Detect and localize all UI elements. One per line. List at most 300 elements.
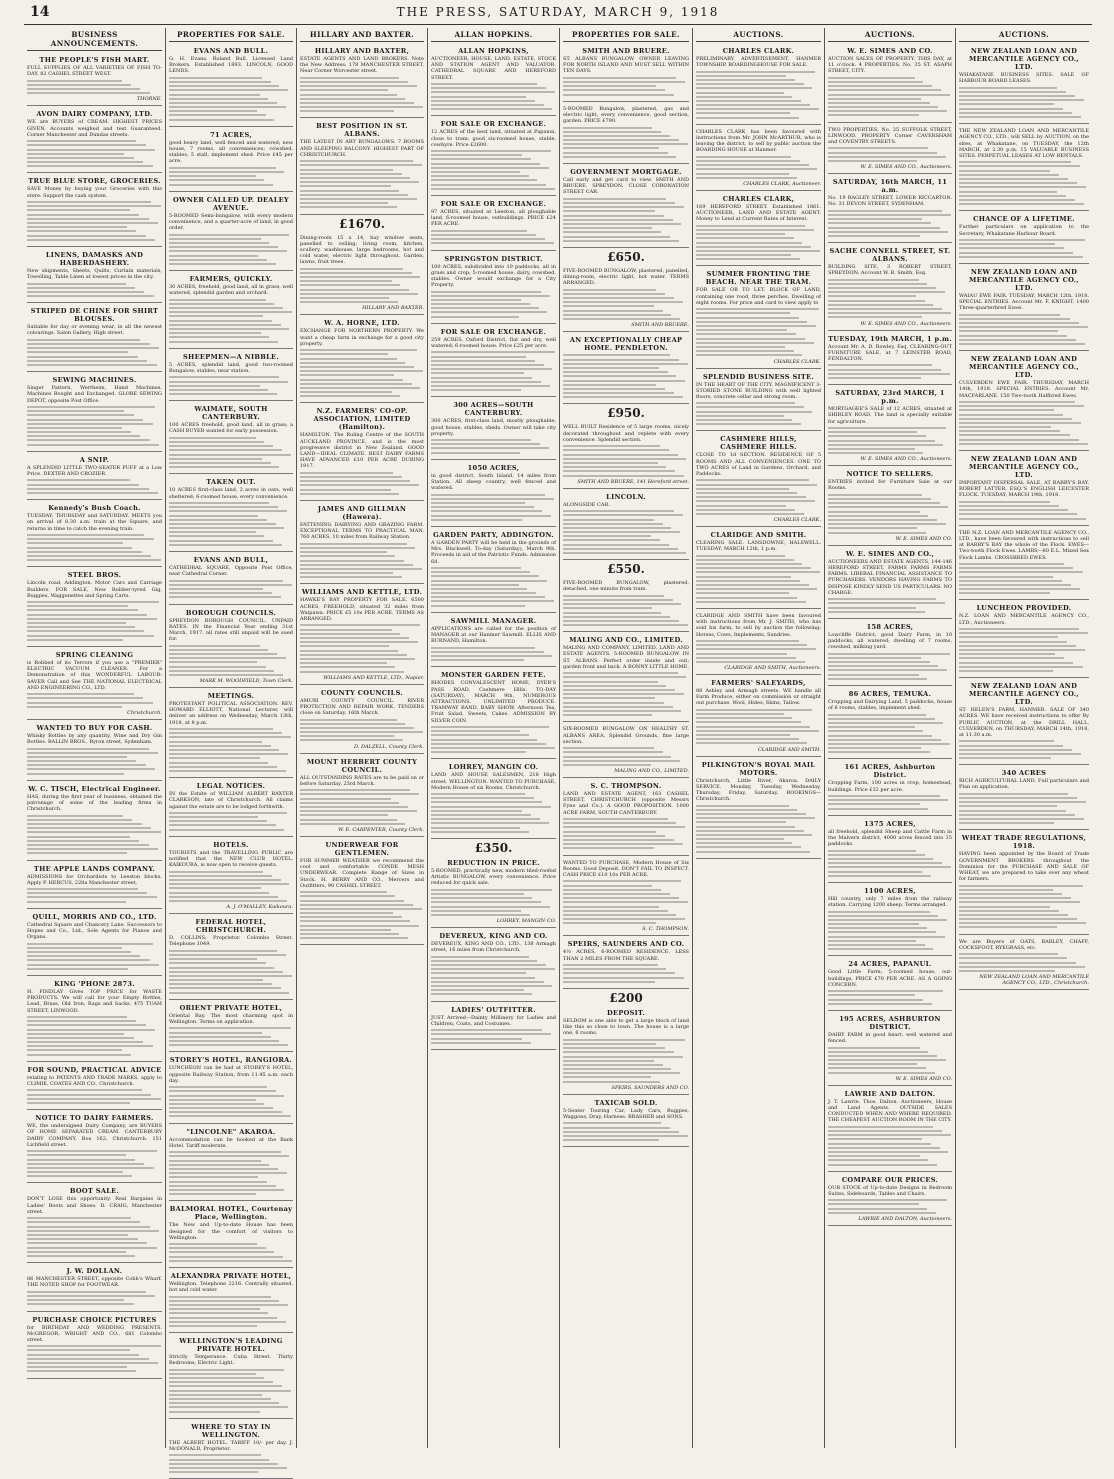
advertisement	[959, 266, 1089, 351]
advertisement	[27, 54, 162, 106]
advertisement	[431, 857, 556, 928]
advertisement	[27, 911, 162, 976]
ad-body: WELL BUILT Residence of 5 large rooms, nicely decorated throughout and replete with every convenience. Splendid section.	[563, 424, 689, 443]
column-heading: AUCTIONS.	[828, 28, 952, 42]
advertisement	[27, 249, 162, 303]
small-print-lines	[169, 645, 293, 676]
small-print-lines	[431, 647, 556, 662]
advertisement	[563, 780, 689, 856]
ad-body: LAND AND HOUSE SALESMEN, 218 High street. WELLINGTON. WANTED TO PURCHASE, Modern House of six Rooms, Christchurch.	[431, 772, 556, 791]
ad-heading: MONSTER GARDEN FETE.	[441, 671, 546, 680]
small-print-lines	[563, 880, 689, 924]
ad-body: IMPORTANT DISPERSAL SALE, AT BARRY'S BAY. ROBERT LATTER, ESQ.'S ENGLISH LEICESTER FLOCK. TUESDAY, MARCH 19th, 1918.	[959, 480, 1089, 499]
ad-signature: MARK M. WOODFIELD, Town Clerk.	[199, 678, 293, 685]
ad-heading: MALING AND CO., LIMITED.	[569, 636, 683, 645]
small-print-lines	[563, 445, 689, 476]
small-print-lines	[300, 624, 424, 672]
ad-body: HAWKE'S BAY PROPERTY FOR SALE. 6500 ACRES, FREEHOLD, situated 32 miles from Waipawa. PRICE £5 10s PER ACRE. TERMS AS ARRANGED.	[300, 597, 424, 623]
ad-heading: CLARIDGE AND SMITH.	[710, 531, 807, 540]
small-print-lines	[563, 198, 689, 242]
small-print-lines	[27, 140, 162, 167]
ad-body: ADMISSIONS for Orchardists to Leeston blocks. Apply P. HERCUS, 228a Manchester street.	[27, 873, 162, 886]
small-print-lines	[431, 291, 556, 318]
small-print-lines	[27, 534, 162, 561]
small-print-lines	[431, 230, 556, 245]
ad-heading: W. A. HORNE, LTD.	[324, 319, 400, 328]
small-print-lines	[27, 339, 162, 366]
ad-body: DAIRY FARM in good heart, well watered and fenced.	[828, 1031, 952, 1045]
advertisement	[959, 213, 1089, 264]
ad-heading: FARMERS, QUICKLY.	[189, 275, 273, 284]
small-print-lines	[828, 653, 952, 680]
ad-heading: W. E. SIMES AND CO.,	[845, 549, 935, 558]
small-print-lines	[959, 401, 1089, 445]
small-print-lines	[169, 1151, 293, 1195]
ad-body: FIVE-ROOMED BUNGALOW, plastered, panelled, dining-room, electric light, hot water. TERMS ARRANGED.	[563, 267, 689, 287]
advertisement	[959, 45, 1089, 124]
small-print-lines	[828, 1047, 952, 1074]
column-2	[166, 28, 297, 1452]
ad-heading: LUNCHEON PROVIDED.	[976, 604, 1072, 613]
small-print-lines	[169, 1086, 293, 1117]
small-print-lines	[563, 1039, 689, 1083]
small-print-lines	[828, 1199, 952, 1214]
ad-body: WHAKATANE BUSINESS SITES. SALE OF HARBOUR BOARD LEASES.	[959, 72, 1089, 85]
small-print-lines	[828, 714, 952, 754]
price-callout: £550.	[607, 562, 645, 577]
ad-signature: W. E. SIMES AND CO.	[895, 535, 952, 542]
ad-heading: STOREY'S HOTEL, RANGIORA.	[169, 1056, 293, 1065]
ad-body: D. COLLINS, Proprietor. Colombo Street. Telephone 1049.	[169, 935, 293, 948]
small-print-lines	[563, 289, 689, 320]
ad-heading: TAXICAB SOLD.	[594, 1098, 658, 1107]
advertisement	[563, 724, 689, 778]
ad-heading: MOUNT HERBERT COUNTY COUNCIL.	[306, 757, 418, 774]
ad-body: 86 MANCHESTER STREET, opposite Cobb's Wharf. THE NOTED SHOP for FOOTWEAR.	[27, 1276, 162, 1289]
advertisement	[169, 1054, 293, 1123]
small-print-lines	[431, 567, 556, 607]
ad-body: 300 ACRES, first-class land, mostly ploughable; good house, stables, sheds. Owner will take city property.	[431, 418, 556, 437]
advertisement	[431, 326, 556, 397]
small-print-lines	[27, 80, 162, 95]
ad-body: N.Z. LOAN AND MERCANTILE AGENCY CO., LTD., Auctioneers.	[959, 613, 1089, 626]
ad-heading: EVANS AND BULL,	[193, 556, 269, 565]
small-print-lines	[959, 953, 1089, 972]
ad-body: FIVE-ROOMED BUNGALOW, plastered, detached, one minute from tram.	[563, 580, 689, 593]
advertisement	[828, 885, 952, 956]
ad-heading: SAWMILL MANAGER.	[450, 616, 537, 625]
ad-body: CULVERDEN EWE FAIR. THURSDAY, MARCH 14th, 1918. SPECIAL ENTRIES. Account Mr. MACFARLANE. 150 Two-tooth Halfbred Ewes.	[959, 380, 1089, 399]
small-print-lines	[27, 1150, 162, 1177]
ad-heading: SPRING CLEANING	[55, 650, 134, 659]
small-print-lines	[431, 83, 556, 110]
advertisement	[169, 403, 293, 474]
ad-heading: FOR SALE OR EXCHANGE.	[440, 199, 547, 208]
advertisement	[696, 433, 821, 527]
small-print-lines	[169, 437, 293, 468]
ad-heading: SACHE CONNELL STREET, ST. ALBANS.	[829, 247, 951, 264]
small-print-lines	[696, 805, 821, 853]
small-print-lines	[300, 891, 424, 939]
ad-body: HAMILTON. The Ruling Centre of the SOUTH AUCKLAND PROVINCE, and is the most progressive district in New Zealand. GOOD LAND—IDEAL CLIMATE. BEST DAIRY FARMS HAVE ADVANCED £10 PER ACRE DURING 1917.	[300, 432, 424, 470]
ad-body: for BIRTHDAY AND WEDDING PRESENTS. McGREGOR, WRIGHT AND CO., 681 Colombo street.	[27, 1324, 162, 1343]
small-print-lines	[27, 1291, 162, 1306]
advertisement	[169, 554, 293, 605]
ad-heading: TRUE BLUE STORE, GROCERIES.	[28, 177, 161, 186]
advertisement	[169, 839, 293, 914]
ad-body: Accommodation can be booked at the Bank Hotel. Tariff moderate.	[169, 1136, 293, 1149]
ad-signature: A. J. O'MALLEY, Kaikoura.	[226, 904, 293, 911]
small-print-lines	[169, 234, 293, 265]
advertisement	[169, 351, 293, 402]
advertisement	[300, 120, 424, 214]
ad-body: HAVING been appointed by the Board of Trade GOVERNMENT BROKERS throughout the Dominion for the PURCHASE AND SALE OF WHEAT, we are prepared to take over any wheat for farmers.	[959, 851, 1089, 883]
ad-body: Oriental Bay. The most charming spot in Wellington. Terms on application.	[169, 1012, 293, 1026]
ad-body: 12 ACRES of the best land, situated at Papanui, close to tram; good six-roomed house, stable, cowbyre. Price £2600.	[431, 129, 556, 148]
ad-body: FOR SALE OR TO LET. BLOCK OF LAND, containing one rood, three perches. Dwelling of eight rooms. For price and card to view apply to	[696, 287, 821, 306]
small-print-lines	[828, 911, 952, 951]
ad-body: DEVEREUX, KING AND CO., LTD., 138 Armagh street, 16 miles from Christchurch.	[431, 941, 556, 954]
ad-body: RICH AGRICULTURAL LAND. Full particulars and Plan on application.	[959, 778, 1089, 791]
ad-heading: FEDERAL HOTEL, CHRISTCHURCH.	[195, 918, 267, 935]
advertisement	[959, 126, 1089, 211]
ad-heading: SATURDAY, 23rd MARCH, 1 p.m.	[835, 389, 945, 406]
advertisement	[563, 938, 689, 989]
ad-heading: 195 ACRES, ASHBURTON DISTRICT.	[839, 1014, 941, 1031]
small-print-lines	[828, 598, 952, 613]
ad-heading: WILLIAMS AND KETTLE, LTD.	[301, 588, 423, 597]
ad-heading: BOOT SALE.	[69, 1187, 120, 1196]
advertisement	[563, 104, 689, 164]
advertisement	[959, 937, 1089, 991]
ad-body: Christchurch, Little River, Akaroa. DAILY SERVICE. Monday, Tuesday, Wednesday, Thursday, Friday, Saturday. BOOKINGS—Christchurch.	[696, 777, 821, 803]
ad-body: WE, the undersigned Dairy Company, are BUYERS OF HOME SEPARATED CREAM. CANTERBURY DAIRY COMPANY, Box 162, Christchurch. 151 Lichfield street.	[27, 1123, 162, 1148]
ad-body: CHARLES CLARK has been favoured with instructions from Mr. JOHN McARTHUR, who is leaving the district, to sell by public auction the BOARDING HOUSE at Hanmer.	[696, 128, 821, 154]
advertisement	[959, 680, 1089, 765]
ad-heading: NEW ZEALAND LOAN AND MERCANTILE AGENCY CO., LTD.	[969, 47, 1079, 71]
advertisement	[563, 422, 689, 488]
advertisement	[431, 198, 556, 251]
advertisement	[563, 1007, 689, 1095]
ad-heading: GOVERNMENT MORTGAGE.	[570, 168, 682, 177]
advertisement	[169, 129, 293, 192]
ad-body: 5-ROOMED, practically new, modern tiled-roofed Artistic BUNGALOW, every convenience. Price reduced for quick sale.	[431, 867, 556, 887]
ad-body: Wellington. Telephone 2216. Centrally situated, hot and cold water.	[169, 1281, 293, 1294]
ad-heading: N.Z. FARMERS' CO-OP. ASSOCIATION, LIMITED (Hamilton).	[313, 407, 411, 432]
ad-signature: SPEIRS, SAUNDERS AND CO.	[611, 1084, 689, 1091]
ad-signature: LAWRIE AND DALTON, Auctioneers.	[858, 1216, 952, 1223]
price-callout: £350.	[474, 840, 513, 855]
ad-signature: W. E. SIMES AND CO., Auctioneers.	[860, 320, 952, 327]
ad-signature: CHARLES CLARK, Auctioneer.	[743, 180, 821, 187]
advertisement	[431, 669, 556, 759]
ad-heading: CHARLES CLARK.	[722, 47, 795, 55]
advertisement	[300, 45, 424, 118]
ad-body: APPLICATIONS are called for the position of MANAGER at our Hanmer Sawmill. ELLIS AND BURNAND, Hamilton.	[431, 625, 556, 645]
ad-body: JUST Arrived—Dainty Millinery for Ladies and Children, Coats, and Costumes.	[431, 1014, 556, 1027]
ad-body: J. T. Lawrie. Thos. Dalton. Auctioneers, House and Land Agents. OUTSIDE SALES CONDUCTED WHEN AND WHERE REQUIRED. THE CHEAPEST AUCTION ROOM IN THE CITY.	[828, 1098, 952, 1124]
ad-body: WANTED TO PURCHASE, Modern House of Six Rooms. Good Deposit. DON'T FAIL TO INSPECT. CASH PRICE £10 10s PER ACRE.	[563, 859, 689, 878]
advertisement	[959, 767, 1089, 830]
advertisement	[959, 453, 1089, 526]
column-3	[297, 28, 428, 1448]
ad-heading: AVON DAIRY COMPANY, LTD.	[36, 110, 153, 119]
ad-signature: Christchurch.	[127, 709, 162, 716]
ad-body: ENTRIES invited for Furniture Sale at our Rooms.	[828, 479, 952, 492]
ad-body: A SPLENDID LITTLE TWO-SEATER PUFF at a Low Price. DEXTER AND CROZIER.	[27, 464, 162, 478]
ad-signature: THORNE.	[136, 96, 162, 103]
ad-heading: 86 ACRES, TEMUKA.	[848, 689, 932, 698]
advertisement	[563, 45, 689, 102]
ad-heading: WANTED TO BUY FOR CASH.	[36, 723, 153, 732]
ad-body: 88 Ashley and Armagh streets. WE handle all Farm Produce, either on commission or straight out purchase. Wool, Hides, Skins, Tallow.	[696, 688, 821, 707]
ad-body: H. FINDLAY Gives TOP PRICE for WASTE PRODUCTS. We will call for your Empty Bottles, Lead, Brass, Old Iron, Rags and Sacks. 475 TUAM STREET, LINWOOD.	[27, 988, 162, 1014]
ad-signature: SMITH AND BRUERE, 141 Hereford street.	[577, 478, 689, 485]
advertisement	[27, 722, 162, 781]
small-print-lines	[169, 1243, 293, 1262]
advertisement	[563, 166, 689, 248]
small-print-lines	[563, 77, 689, 96]
column-7	[825, 28, 956, 1448]
ad-heading: SATURDAY, 16th MARCH, 11 a.m.	[832, 178, 948, 195]
ad-heading: W. C. TISCH, Electrical Engineer.	[28, 784, 161, 793]
ad-signature: HILLARY AND BAXTER.	[362, 305, 424, 312]
ad-body: CLEARING SALE. LANSDOWNE, HALSWELL. TUESDAY, MARCH 12th, 1 p.m.	[696, 540, 821, 553]
ad-heading: TUESDAY, 19th MARCH, 1 p.m.	[828, 334, 952, 343]
advertisement	[27, 108, 162, 173]
ad-heading: STEEL BROS.	[67, 571, 122, 580]
advertisement	[27, 863, 162, 909]
advertisement	[696, 371, 821, 432]
advertisement	[828, 548, 952, 619]
small-print-lines	[828, 850, 952, 877]
advertisement	[169, 1421, 293, 1479]
advertisement	[696, 127, 821, 191]
small-print-lines	[696, 225, 821, 261]
small-print-lines	[27, 693, 162, 708]
small-print-lines	[828, 427, 952, 454]
small-print-lines	[431, 956, 556, 996]
ad-heading: 24 ACRES, PAPANUI.	[848, 960, 932, 969]
ad-heading: FOR SOUND, PRACTICAL ADVICE	[27, 1065, 162, 1074]
ad-body: 5 ACRES, splendid land, good two-roomed Bungalow, stables, near station.	[169, 361, 293, 374]
small-print-lines	[959, 161, 1089, 205]
small-print-lines	[959, 885, 1089, 929]
price-callout: £950.	[607, 406, 645, 421]
ad-heading: BALMORAL HOTEL, Courtenay Place, Wellington.	[169, 1205, 293, 1222]
small-print-lines	[431, 726, 556, 753]
ad-heading: FOR SALE OR EXCHANGE.	[440, 120, 547, 129]
ad-body: AUCTIONEERS AND ESTATE AGENTS, 144-146 HEREFORD STREET. FARMS FARMS FARMS FARMS. LIBERAL FINANCIAL ASSISTANCE TO PURCHASERS. VENDORS HAVING FARMS TO DISPOSE KINDLY SEND US PARTICULARS. NO CHARGE.	[828, 558, 952, 596]
ad-heading: 161 ACRES, Ashburton District.	[844, 763, 936, 780]
small-print-lines	[27, 1217, 162, 1257]
small-print-lines	[300, 77, 424, 113]
advertisement	[828, 958, 952, 1011]
small-print-lines	[563, 354, 689, 398]
ad-body: Suitable for day or evening wear, in all the newest colourings. Salon Gallery, High street.	[27, 324, 162, 337]
ad-signature: S. C. THOMPSON.	[642, 926, 689, 933]
column-1	[24, 28, 166, 1448]
ad-body: TUESDAY, THURSDAY and SATURDAY. MEETS you on arrival of 8.30 a.m. train at the Square, and returns in time to catch the evening train.	[27, 513, 162, 532]
ad-signature: WILLIAMS AND KETTLE, LTD., Napier.	[323, 674, 424, 681]
page-number: 14	[30, 4, 50, 20]
ad-heading: Kennedy's Bush Coach.	[48, 504, 141, 513]
advertisement	[563, 334, 689, 404]
ad-signature: CLARIDGE AND SMITH, Auctioneers.	[724, 665, 821, 672]
advertisement	[828, 688, 952, 759]
advertisement	[27, 783, 162, 861]
column-heading: PROPERTIES FOR SALE.	[169, 28, 293, 42]
ad-body: EXCHANGE FOR NORTHERN PROPERTY. We want a cheap farm in exchange for a good city property.	[300, 328, 424, 347]
small-print-lines	[300, 719, 424, 742]
advertisement	[27, 569, 162, 647]
ad-heading: HOTELS.	[213, 840, 249, 849]
advertisement	[169, 607, 293, 689]
ad-body: SELDOM is one able to get a large block of land like this so close to town. The house is a large one, 6 rooms.	[563, 1017, 689, 1037]
ad-heading: LAWRIE AND DALTON.	[844, 1089, 936, 1098]
ad-body: PRELIMINARY ADVERTISEMENT. HANMER TOWNSHIP. BOARDINGHOUSE FOR SALE.	[696, 56, 821, 69]
ad-body: RHODES CONVALESCENT HOME, DYER'S PASS ROAD, Cashmere Hills. TO-DAY (SATURDAY), MARCH 9th. NUMEROUS ATTRACTIONS. UNLIMITED PRODUCE. TRAMWAY BAND. BABY SHOW. Afternoon Tea, Fruit Salad, Sweets, Cakes. ADMISSION BY SILVER COIN.	[431, 680, 556, 724]
masthead	[24, 2, 1092, 25]
ad-body: LAND AND ESTATE AGENT, 163 CASHEL STREET, CHRISTCHURCH (opposite Messrs Fyne and Co.). A GOOD PROPOSITION. 1000 ACRE FARM, SOUTH CANTERBURY.	[563, 791, 689, 816]
advertisement	[27, 1314, 162, 1379]
small-print-lines	[696, 640, 821, 663]
small-print-lines	[169, 167, 293, 186]
small-print-lines	[431, 351, 556, 391]
ad-signature: NEW ZEALAND LOAN AND MERCANTILE AGENCY CO., LTD., Christchurch.	[979, 974, 1089, 987]
ad-heading: 71 ACRES,	[210, 130, 252, 139]
advertisement	[169, 690, 293, 778]
ad-body: THE ALBERT HOTEL. TARIFF 10/- per day. J. McDONALD, Proprietor.	[169, 1439, 293, 1452]
small-print-lines	[959, 87, 1089, 118]
small-print-lines	[696, 479, 821, 515]
ad-body: G. H. Evans. Roland Bull. Licensed Land Brokers. Established 1893. LINCOLN, GOOD LENDS.	[169, 56, 293, 75]
advertisement	[828, 387, 952, 466]
small-print-lines	[169, 1296, 293, 1327]
small-print-lines	[696, 402, 821, 425]
ad-body: 100 ACRES freehold, good land, all in grass; a CASH BUYER wanted for early possession.	[169, 422, 293, 435]
price-callout: £650.	[607, 249, 645, 264]
ad-body: 100 ACRES, subdivided into 10 paddocks, all in grass and crop; 5-roomed house, dairy, cowshed, stables. Owner would exchange for a City Property.	[431, 263, 556, 289]
ad-body: Cathedral Square and Chancery Lane. Successors to Hopes and Co., Ltd., Sole Agents for Pianos and Organs.	[27, 921, 162, 941]
ad-signature: CHARLES CLARK.	[773, 358, 821, 365]
ad-body: 5-ROOMED Bungalow, plastered, gas and electric light, every convenience, good section, garden. PRICE £790.	[563, 105, 689, 125]
advertisement	[169, 1270, 293, 1333]
column-6	[693, 28, 825, 1448]
price-callout: £200	[609, 990, 643, 1005]
advertisement	[828, 125, 952, 175]
masthead-title: THE PRESS, SATURDAY, MARCH 9, 1918	[396, 5, 720, 19]
small-print-lines	[27, 943, 162, 970]
small-print-lines	[300, 789, 424, 825]
small-print-lines	[169, 1027, 293, 1046]
ad-signature: W. E. SIMES AND CO.	[895, 1075, 952, 1082]
ad-body: MALING AND COMPANY, LIMITED, LAND AND ESTATE AGENTS. 5-ROOMED BUNGALOW IN ST. ALBANS. Perfect order inside and out; garden front and back. A BONNY LITTLE HOME.	[563, 645, 689, 670]
advertisement	[828, 333, 952, 386]
ad-body: Singer Pattern, Wertheim, Hand Machines. Machines Bought and Exchanged. GLOBE SEWING DEPOT, opposite Post Office.	[27, 385, 162, 404]
ad-heading: SPRINGSTON DISTRICT.	[444, 254, 543, 263]
small-print-lines	[563, 964, 689, 983]
small-print-lines	[27, 479, 162, 494]
ad-body: TOURISTS and the TRAVELLING PUBLIC are notified that the NEW CLUB HOTEL, KAIKOURA, is now open to receive guests.	[169, 849, 293, 869]
small-print-lines	[563, 510, 689, 554]
ad-heading: JAMES AND GILLMAN (Hawera).	[317, 505, 407, 521]
ad-heading: SPLENDID BUSINESS SITE.	[702, 372, 815, 381]
advertisement	[563, 491, 689, 560]
small-print-lines	[300, 543, 424, 579]
ad-body: THE N.Z. LOAN AND MERCANTILE AGENCY CO., LTD., have been favoured with instructions to sell at BARRY'S BAY the whole of the Flock. EWES—Two-tooth Flock Ewes. LAMBS—80 E.L. Mixed Sex Flock Lambs. CROSSBRED EWES.	[959, 529, 1089, 561]
ad-heading: LOHREY, MANGIN CO.	[448, 763, 539, 772]
ad-body: LUNCHEON can be had at STOREY'S HOTEL, opposite Railway Station, from 11.45 a.m. each day.	[169, 1065, 293, 1084]
ad-heading: GARDEN PARTY, ADDINGTON.	[433, 530, 554, 539]
small-print-lines	[696, 156, 821, 179]
ad-body: Strictly Temperance. Cuba Street. Thirty Bedrooms, Electric Light.	[169, 1354, 293, 1367]
ad-body: TWO PROPERTIES, No. 25 SUFFOLK STREET, LINWOOD. PROPERTY Corner CAVERSHAM and COVENTRY STREETS.	[828, 126, 952, 146]
small-print-lines	[431, 494, 556, 521]
advertisement	[169, 45, 293, 127]
small-print-lines	[169, 950, 293, 994]
small-print-lines	[959, 793, 1089, 824]
small-print-lines	[300, 268, 424, 304]
ad-heading: WELLINGTON'S LEADING PRIVATE HOTEL.	[179, 1337, 283, 1354]
small-print-lines	[431, 793, 556, 833]
advertisement	[828, 176, 952, 243]
small-print-lines	[27, 748, 162, 775]
advertisement	[828, 468, 952, 545]
small-print-lines	[300, 472, 424, 495]
advertisement	[431, 1004, 556, 1050]
ad-heading: STRIPED DE CHINE FOR SHIRT BLOUSES.	[30, 307, 159, 324]
advertisement	[563, 266, 689, 332]
ad-heading: A SNIP.	[79, 455, 110, 464]
advertisement	[27, 175, 162, 246]
advertisement	[696, 611, 821, 675]
advertisement	[431, 930, 556, 1001]
small-print-lines	[696, 71, 821, 119]
advertisement	[828, 818, 952, 883]
ad-body: AUCTION SALES OF PROPERTY. THIS DAY, at 11 o'clock. 4 PROPERTIES. No. 35 ST. ASAPH STREET, CITY.	[828, 56, 952, 75]
small-print-lines	[959, 740, 1089, 759]
advertisement	[431, 462, 556, 527]
ad-body: ST. ALBANS BUNGALOW. OWNER LEAVING FOR NORTH ISLAND AND MUST SELL WITHIN TEN DAYS.	[563, 56, 689, 75]
ad-body: 169 HEREFORD STREET. Established 1861. AUCTIONEER, LAND AND ESTATE AGENT. Money to Lend at Current Rates of Interest.	[696, 203, 821, 223]
advertisement	[300, 586, 424, 684]
advertisement	[563, 1097, 689, 1148]
advertisement	[27, 374, 162, 452]
ad-body: 259 ACRES, Oxford District, flat and dry, well watered; 6-roomed house. Price £25 per acre.	[431, 336, 556, 350]
ad-body: ST. HELEN'S FARM, HANMER. SALE OF 340 ACRES. WE have received instructions to offer By PUBLIC AUCTION, at the DRILL HALL, CULVERDEN, on THURSDAY, MARCH 14th, 1918, at 11.30 a.m.	[959, 707, 1089, 738]
ad-body: Account Mr. A. D. Rowley, Esq. CLEARING-OUT FURNITURE SALE, at 7 LEINSTER ROAD, FENDALTON.	[828, 343, 952, 362]
ad-body: good heavy land, well fenced and watered; new house, 7 rooms, all conveniences; cowshed, stables, 5 stall, implement shed. Price £45 per acre.	[169, 139, 293, 165]
ad-body: Whisky Bottles by any quantity, Wine and Dry Gin Bottles. BALLIN BROS., Byron street, Sydenham.	[27, 732, 162, 746]
ad-heading: BEST POSITION IN ST. ALBANS.	[316, 122, 408, 139]
small-print-lines	[27, 406, 162, 446]
ad-heading: MEETINGS.	[207, 692, 255, 701]
ad-body: is Robbed of its Terrors if you use a "PREMIER" ELECTRIC VACUUM CLEANER. For a Demonstration of this WONDERFUL LABOUR-SAVER Call and See THE NATIONAL ELECTRICAL AND ENGINEERING CO., LTD.	[27, 659, 162, 691]
advertisement	[300, 839, 424, 945]
small-print-lines	[27, 283, 162, 298]
advertisement	[696, 759, 821, 859]
ad-heading: NEW ZEALAND LOAN AND MERCANTILE AGENCY CO., LTD.	[969, 355, 1079, 380]
ad-heading: NEW ZEALAND LOAN AND MERCANTILE AGENCY CO., LTD.	[969, 455, 1079, 480]
ad-body: HAS, during the first year of business, obtained the patronage of some of the leading firms in Christchurch.	[27, 793, 162, 813]
ad-body: ALONGSIDE CAR.	[563, 501, 610, 508]
advertisement	[431, 529, 556, 613]
small-print-lines	[828, 77, 952, 117]
small-print-lines	[828, 210, 952, 237]
ad-heading: DEPOSIT.	[606, 1008, 646, 1017]
advertisement	[828, 1088, 952, 1172]
